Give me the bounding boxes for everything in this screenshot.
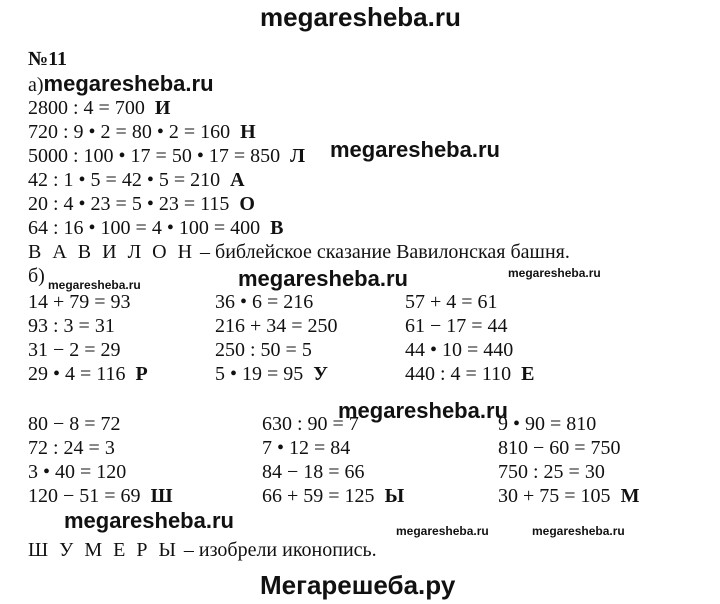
watermark-a-label: megaresheba.ru: [43, 71, 214, 96]
watermark-lower-small-right: megaresheba.ru: [532, 524, 625, 538]
watermark-small-right: megaresheba.ru: [508, 266, 601, 280]
part-a-line-1: [28, 96, 170, 120]
b1-col3-line-3: 44 • 10 = 440: [405, 339, 514, 361]
watermark-top: megaresheba.ru: [260, 2, 461, 32]
answer-letter: Е: [521, 363, 535, 385]
b2-col2-line-4: [262, 484, 404, 508]
part-a-label: а): [28, 74, 44, 96]
answer-text: – библейское сказание Вавилонская башня.: [195, 241, 570, 263]
answer-letter: М: [620, 485, 640, 507]
answer-word: Ш У М Е Р Ы: [28, 539, 179, 561]
b1-col2-line-4: [215, 362, 328, 386]
expression: 66 + 59 = 125: [262, 485, 375, 507]
part-a-line-5: [28, 192, 255, 216]
b2-col1-line-1: 80 − 8 = 72: [28, 413, 121, 435]
part-a-line-4: [28, 168, 245, 192]
answer-letter: В: [270, 217, 284, 239]
problem-number: №11: [28, 48, 67, 70]
answer-letter: И: [154, 97, 171, 119]
expression: 720 : 9 • 2 = 80 • 2 = 160: [28, 121, 231, 143]
expression: 42 : 1 • 5 = 42 • 5 = 210: [28, 169, 221, 191]
b1-col3-line-1: 57 + 4 = 61: [405, 291, 498, 313]
b1-col2-line-3: 250 : 50 = 5: [215, 339, 312, 361]
expression: 20 : 4 • 23 = 5 • 23 = 115: [28, 193, 230, 215]
expression: 5 • 19 = 95: [215, 363, 304, 385]
expression: 64 : 16 • 100 = 4 • 100 = 400: [28, 217, 261, 239]
b2-col2-line-3: 84 − 18 = 66: [262, 461, 365, 483]
b1-col1-line-2: 93 : 3 = 31: [28, 315, 115, 337]
b1-col1-line-1: 14 + 79 = 93: [28, 291, 131, 313]
expression: 440 : 4 = 110: [405, 363, 512, 385]
b2-col1-line-4: [28, 484, 173, 508]
answer-letter: А: [230, 169, 245, 191]
part-a-line-2: [28, 120, 256, 144]
b2-col1-line-3: 3 • 40 = 120: [28, 461, 127, 483]
b1-col3-line-4: [405, 362, 534, 386]
watermark-lower-small-mid: megaresheba.ru: [396, 524, 489, 538]
answer-letter: Р: [135, 363, 148, 385]
b2-col1-line-2: 72 : 24 = 3: [28, 437, 115, 459]
b1-col1-line-4: [28, 362, 148, 386]
b2-col3-line-1: 9 • 90 = 810: [498, 413, 597, 435]
b2-col3-line-4: [498, 484, 639, 508]
b1-col2-line-1: 36 • 6 = 216: [215, 291, 314, 313]
part-b-label: б): [28, 265, 45, 287]
answer-letter: Ш: [150, 485, 173, 507]
answer-word: В А В И Л О Н: [28, 241, 196, 263]
expression: 5000 : 100 • 17 = 50 • 17 = 850: [28, 145, 281, 167]
expression: 29 • 4 = 116: [28, 363, 126, 385]
answer-text: – изобрели иконопись.: [178, 539, 377, 561]
expression: 30 + 75 = 105: [498, 485, 611, 507]
part-a-answer: [28, 240, 570, 264]
watermark-mid-lower: megaresheba.ru: [338, 398, 508, 423]
b2-col2-line-1: 630 : 90 = 7: [262, 413, 359, 435]
answer-letter: О: [239, 193, 255, 215]
answer-letter: Ы: [384, 485, 405, 507]
expression: 2800 : 4 = 700: [28, 97, 145, 119]
b1-col1-line-3: 31 − 2 = 29: [28, 339, 121, 361]
part-a-line-3: [28, 144, 305, 168]
watermark-bottom: Мегарешеба.ру: [260, 570, 456, 600]
part-a-line-6: [28, 216, 283, 240]
answer-letter: У: [313, 363, 328, 385]
answer-letter: Н: [240, 121, 256, 143]
part-a-header: [28, 72, 214, 97]
watermark-small-left: megaresheba.ru: [48, 278, 141, 292]
b1-col3-line-2: 61 − 17 = 44: [405, 315, 508, 337]
b1-col2-line-2: 216 + 34 = 250: [215, 315, 338, 337]
expression: 120 − 51 = 69: [28, 485, 141, 507]
watermark-lower-left: megaresheba.ru: [64, 508, 234, 533]
b2-col3-line-3: 750 : 25 = 30: [498, 461, 605, 483]
part-b-answer: [28, 538, 377, 562]
watermark-mid-right: megaresheba.ru: [330, 137, 500, 162]
answer-letter: Л: [290, 145, 306, 167]
watermark-b-center: megaresheba.ru: [238, 266, 408, 291]
b2-col2-line-2: 7 • 12 = 84: [262, 437, 351, 459]
b2-col3-line-2: 810 − 60 = 750: [498, 437, 621, 459]
